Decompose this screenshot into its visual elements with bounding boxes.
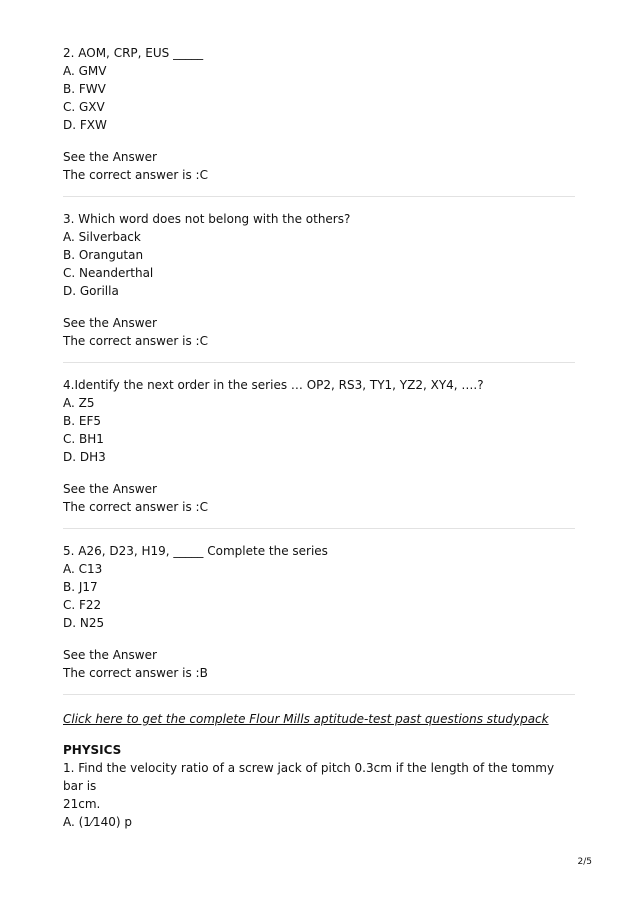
option-c: C. BH1 bbox=[63, 432, 104, 446]
studypack-link[interactable]: Click here to get the complete Flour Mills aptitude-test past questions studypack bbox=[63, 712, 549, 726]
option-d: D. DH3 bbox=[63, 450, 106, 464]
option-b: B. J17 bbox=[63, 580, 98, 594]
option-d: D. Gorilla bbox=[63, 284, 119, 298]
question-text: 5. A26, D23, H19, _____ Complete the series bbox=[63, 544, 328, 558]
question-text: 3. Which word does not belong with the others? bbox=[63, 212, 351, 226]
option-c: C. GXV bbox=[63, 100, 105, 114]
option-d: D. N25 bbox=[63, 616, 105, 630]
divider bbox=[63, 362, 575, 363]
page-number: 2/5 bbox=[577, 857, 592, 867]
question-block bbox=[63, 542, 575, 682]
see-answer-link[interactable]: See the Answer bbox=[63, 648, 157, 662]
option-d: D. FXW bbox=[63, 118, 107, 132]
divider bbox=[63, 528, 575, 529]
option-a: A. Z5 bbox=[63, 396, 95, 410]
option-c: C. Neanderthal bbox=[63, 266, 154, 280]
answer-text: The correct answer is :C bbox=[63, 334, 208, 348]
question-text-line1: 1. Find the velocity ratio of a screw jack of pitch 0.3cm if the length of the tommy bar is bbox=[63, 761, 558, 793]
question-text: 4.Identify the next order in the series … OP2, RS3, TY1, YZ2, XY4, ….? bbox=[63, 378, 484, 392]
document-page bbox=[63, 44, 575, 831]
divider bbox=[63, 694, 575, 695]
option-a: A. C13 bbox=[63, 562, 103, 576]
physics-question-block bbox=[63, 759, 575, 831]
see-answer-link[interactable]: See the Answer bbox=[63, 482, 157, 496]
option-b: B. FWV bbox=[63, 82, 106, 96]
answer-text: The correct answer is :C bbox=[63, 168, 208, 182]
answer-text: The correct answer is :C bbox=[63, 500, 208, 514]
see-answer-link[interactable]: See the Answer bbox=[63, 316, 157, 330]
option-a: A. GMV bbox=[63, 64, 107, 78]
section-heading-physics: PHYSICS bbox=[63, 743, 122, 757]
option-b: B. EF5 bbox=[63, 414, 101, 428]
question-block bbox=[63, 210, 575, 350]
option-a: A. (1⁄140) p bbox=[63, 815, 132, 829]
option-c: C. F22 bbox=[63, 598, 102, 612]
see-answer-link[interactable]: See the Answer bbox=[63, 150, 157, 164]
question-text-line2: 21cm. bbox=[63, 797, 101, 811]
question-block bbox=[63, 376, 575, 516]
option-a: A. Silverback bbox=[63, 230, 141, 244]
divider bbox=[63, 196, 575, 197]
answer-text: The correct answer is :B bbox=[63, 666, 208, 680]
question-text: 2. AOM, CRP, EUS _____ bbox=[63, 46, 204, 60]
option-b: B. Orangutan bbox=[63, 248, 144, 262]
question-block bbox=[63, 44, 575, 184]
